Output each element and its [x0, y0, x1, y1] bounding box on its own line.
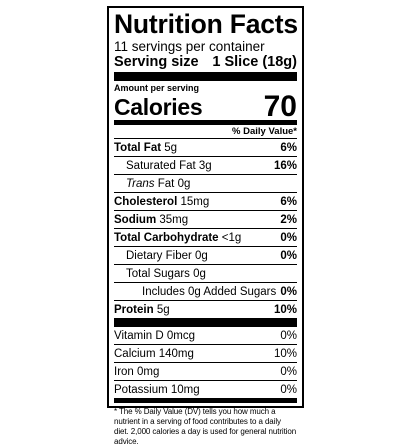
nutrient-name: Dietary Fiber [126, 249, 192, 262]
nutrient-dv: 0% [280, 231, 297, 244]
serving-size-value: 1 Slice (18g) [212, 54, 297, 70]
divider-thick [114, 318, 297, 327]
nutrient-dv: 10% [273, 303, 297, 316]
vitamin-row-calcium [114, 344, 297, 362]
daily-value-header: % Daily Value* [232, 126, 297, 137]
vitamin-name: Potassium [114, 383, 168, 396]
vitamin-row-iron [114, 362, 297, 380]
nutrient-dv: 0% [280, 285, 297, 298]
nutrient-row-total-sugars [114, 264, 297, 282]
vitamin-row-potassium [114, 380, 297, 398]
serving-size-row [114, 54, 297, 70]
vitamin-name: Calcium [114, 347, 156, 360]
nutrient-amount: 3g [198, 159, 212, 172]
nutrient-name: Cholesterol [114, 195, 178, 208]
nutrient-dv: 16% [273, 159, 297, 172]
nutrient-dv: 6% [280, 141, 297, 154]
nutrient-dv: 6% [280, 195, 297, 208]
vitamin-dv: 0% [280, 383, 297, 396]
nutrient-dv: 2% [280, 213, 297, 226]
nutrient-amount: 0g [177, 177, 191, 190]
nutrient-name: Trans [126, 177, 155, 190]
vitamin-dv: 0% [280, 329, 297, 342]
nutrition-facts-label [107, 6, 304, 446]
serving-size-label: Serving size [114, 54, 199, 70]
nutrient-name: Total Sugars [126, 267, 190, 280]
nutrient-amount: <1g [221, 231, 242, 244]
vitamin-row-vitamin-d [114, 327, 297, 344]
nutrient-dv: 0% [280, 249, 297, 262]
nutrient-name: Protein [114, 303, 154, 316]
nutrient-row-total-fat [114, 138, 297, 156]
vitamin-amount: 0mg [137, 365, 160, 378]
nutrient-row-added-sugars [114, 282, 297, 300]
daily-value-footnote: * The % Daily Value (DV) tells you how much a nutrient in a serving of food contributes to a daily diet. 2,000 calories a day is used for general nutrition advice. [114, 407, 297, 446]
vitamin-amount: 10mg [170, 383, 200, 396]
divider-medium [114, 398, 297, 403]
calories-value: 70 [263, 90, 297, 123]
nutrient-name: Total Fat [114, 141, 162, 154]
amount-per-serving: Amount per serving [114, 83, 200, 93]
nutrient-name: Sodium [114, 213, 157, 226]
vitamin-amount: 0mcg [166, 329, 195, 342]
nutrient-row-trans-fat [114, 174, 297, 192]
divider-thick [114, 72, 297, 81]
nutrient-row-protein [114, 300, 297, 318]
nutrient-amount: 15mg [180, 195, 210, 208]
vitamin-name: Vitamin D [114, 329, 164, 342]
nutrient-name: Saturated Fat [126, 159, 196, 172]
vitamin-amount: 140mg [158, 347, 194, 360]
nutrient-row-total-carbohydrate [114, 228, 297, 246]
nutrient-name: Total Carbohydrate [114, 231, 219, 244]
nutrient-amount: 35mg [159, 213, 189, 226]
nutrient-row-cholesterol [114, 192, 297, 210]
vitamin-dv: 0% [280, 365, 297, 378]
nutrient-amount: 5g [156, 303, 170, 316]
nutrient-amount: 0g [195, 249, 208, 262]
servings-per-container: 11 servings per container [114, 39, 265, 54]
vitamin-name: Iron [114, 365, 134, 378]
calories-row [114, 90, 297, 123]
calories-label: Calories [114, 94, 203, 120]
vitamin-dv: 10% [273, 347, 297, 360]
nutrient-name: Includes 0g Added Sugars [142, 285, 277, 298]
nutrient-amount: 0g [193, 267, 206, 280]
label-title: Nutrition Facts [114, 9, 298, 39]
nutrient-row-dietary-fiber [114, 246, 297, 264]
nutrient-row-saturated-fat [114, 156, 297, 174]
nutrient-row-sodium [114, 210, 297, 228]
nutrient-amount: 5g [164, 141, 178, 154]
nutrient-name-suffix: Fat [157, 177, 175, 190]
